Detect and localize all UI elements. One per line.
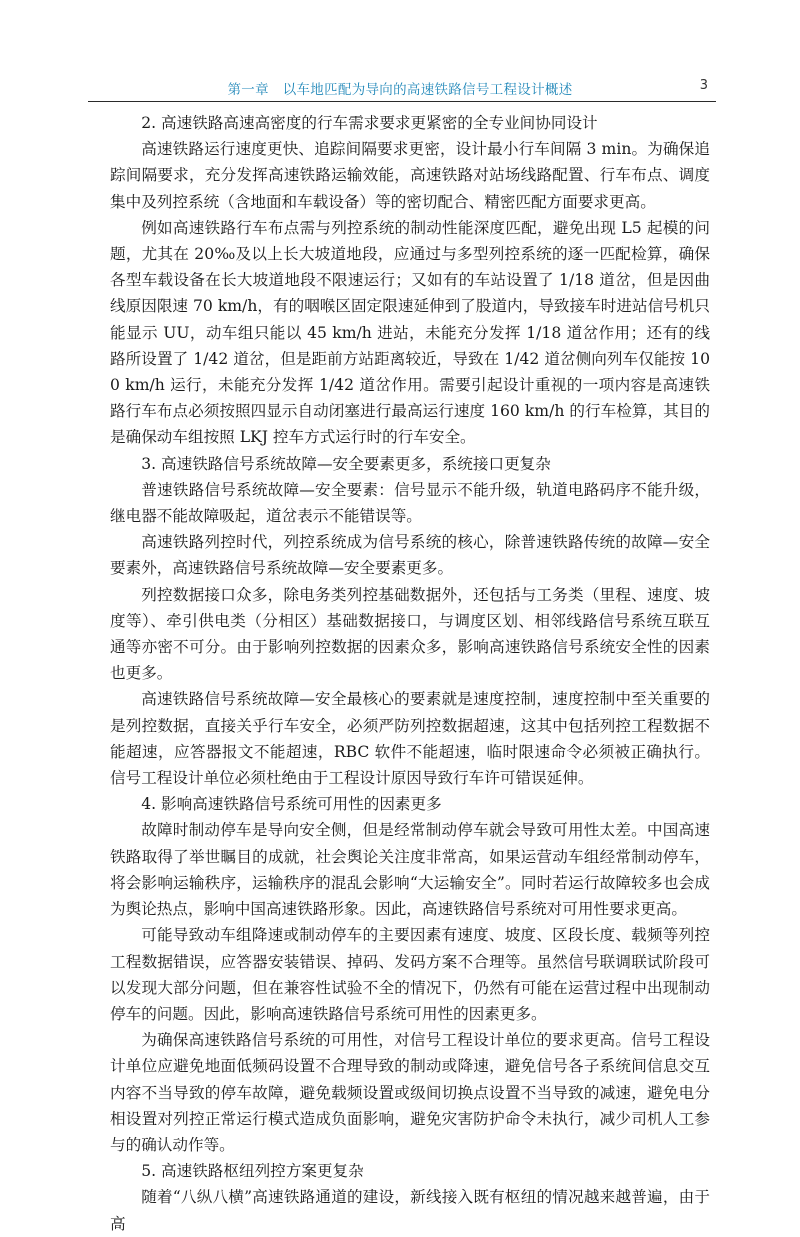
page-number: 3 <box>699 78 708 93</box>
section-3-paragraph-2: 高速铁路列控时代，列控系统成为信号系统的核心，除普速铁路传统的故障—安全要素外，高速铁路信号系统故障—安全要素更多。 <box>110 533 710 578</box>
running-header-title: 第一章 以车地匹配为导向的高速铁路信号工程设计概述 <box>227 82 573 98</box>
section-5-heading: 5. 高速铁路枢纽列控方案更复杂 <box>141 1162 364 1181</box>
section-4-heading: 4. 影响高速铁路信号系统可用性的因素更多 <box>141 795 442 814</box>
section-4-paragraph-2: 可能导致动车组降速或制动停车的主要因素有速度、坡度、区段长度、载频等列控工程数据错误，应答器安装错误、掉码、发码方案不合理等。虽然信号联调联试阶段可以发现大部分问题，但在兼容性试验不全的情况下，仍然有可能在运营过程中出现制动停车的问题。因此，影响高速铁路信号系统可用性的因素更多。 <box>110 926 710 1023</box>
page-body <box>110 110 710 1237</box>
section-3-heading: 3. 高速铁路信号系统故障—安全要素更多，系统接口更复杂 <box>141 454 551 473</box>
section-5-paragraph-1: 随着“八纵八横”高速铁路通道的建设，新线接入既有枢纽的情况越来越普遍，由于高 <box>110 1188 710 1233</box>
section-3-paragraph-1: 普速铁路信号系统故障—安全要素：信号显示不能升级，轨道电路码序不能升级，继电器不能故障吸起，道岔表示不能错误等。 <box>110 480 710 526</box>
page-header <box>0 78 800 102</box>
section-3-paragraph-4: 高速铁路信号系统故障—安全最核心的要素就是速度控制，速度控制中至关重要的是列控数据，直接关乎行车安全，必须严防列控数据超速，这其中包括列控工程数据不能超速，应答器报文不能超速，RBC 软件不能超速，临时限速命令必须被正确执行。信号工程设计单位必须杜绝由于工程设计原因导致行车许可错误延伸。 <box>110 690 710 788</box>
section-4-paragraph-3: 为确保高速铁路信号系统的可用性，对信号工程设计单位的要求更高。信号工程设计单位应避免地面低频码设置不合理导致的制动或降速，避免信号各子系统间信息交互内容不当导致的停车故障，避免载频设置或级间切换点设置不当导致的减速，避免电分相设置对列控正常运行模式造成负面影响，避免灾害防护命令未执行，减少司机人工参与的确认动作等。 <box>110 1031 710 1154</box>
section-2-heading: 2. 高速铁路高速高密度的行车需求要求更紧密的全专业间协同设计 <box>141 114 598 132</box>
header-divider <box>88 101 716 102</box>
section-2-paragraph-1: 高速铁路运行速度更快、追踪间隔要求更密，设计最小行车间隔 3 min。为确保追踪间隔要求，充分发挥高速铁路运输效能，高速铁路对站场线路配置、行车布点、调度集中及列控系统（含地面和车载设备）等的密切配合、精密匹配方面要求更高。 <box>110 140 710 211</box>
section-2-paragraph-2: 例如高速铁路行车布点需与列控系统的制动性能深度匹配，避免出现 L5 起模的问题，尤其在 20‰及以上长大坡道地段，应通过与多型列控系统的逐一匹配检算，确保各型车载设备在长大坡道地段不限速运行；又如有的车站设置了 1/18 道岔，但是因曲线原因限速 70 km/h，有的咽喉区固定限速延伸到了股道内，导致接车时进站信号机只能显示 UU，动车组只能以 45 km/h 进站，未能充分发挥 1/18 道岔作用；还有的线路所设置了 1/42 道岔，但是距前方站距离较近，导致在 1/42 道岔侧向列车仅能按 100 km/h 运行，未能充分发挥 1/42 道岔作用。需要引起设计重视的一项内容是高速铁路行车布点必须按照四显示自动闭塞进行最高运行速度 160 km/h 的行车检算，其目的是确保动车组按照 LKJ 控车方式运行时的行车安全。 <box>110 218 710 447</box>
section-3-paragraph-3: 列控数据接口众多，除电务类列控基础数据外，还包括与工务类（里程、速度、坡度等）、牵引供电类（分相区）基础数据接口，与调度区划、相邻线路信号系统互联互通等亦密不可分。由于影响列控数据的因素众多，影响高速铁路信号系统安全性的因素也更多。 <box>110 585 710 683</box>
section-4-paragraph-1: 故障时制动停车是导向安全侧，但是经常制动停车就会导致可用性太差。中国高速铁路取得了举世瞩目的成就，社会舆论关注度非常高，如果运营动车组经常制动停车，将会影响运输秩序，运输秩序的混乱会影响“大运输安全”。同时若运行故障较多也会成为舆论热点，影响中国高速铁路形象。因此，高速铁路信号系统对可用性要求更高。 <box>110 821 710 919</box>
